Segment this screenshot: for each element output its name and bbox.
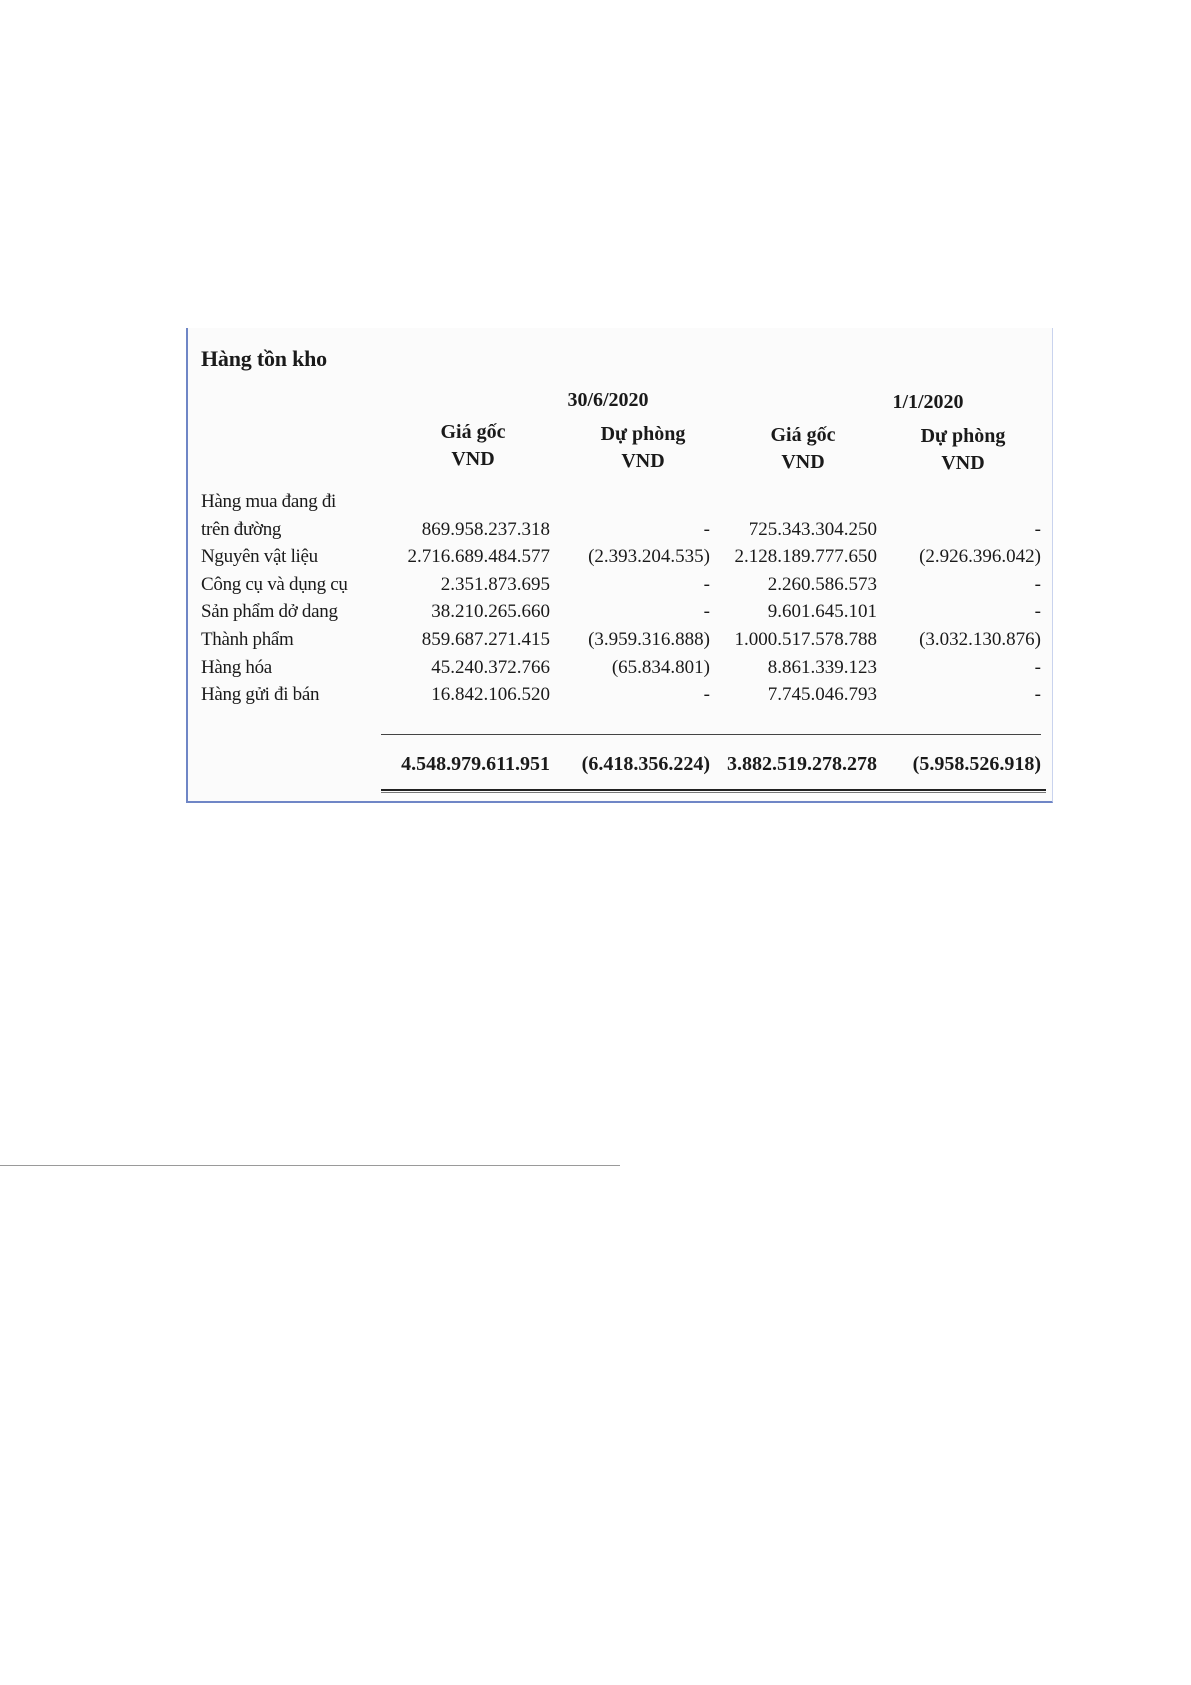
column-header-unit: VND [621,450,665,472]
table-row [188,682,1055,710]
total-cost-2020-06: 4.548.979.611.951 [401,753,550,775]
cell-cost-2020-06: 869.958.237.318 [421,518,550,540]
row-label: Hàng gửi đi bán [201,684,320,706]
column-header-provision-2 [868,423,1058,477]
cell-cost-2020-01: 1.000.517.578.788 [734,628,877,650]
row-label: trên đường [201,518,282,540]
cell-cost-2020-06: 2.351.873.695 [440,573,550,595]
table-row [188,489,1055,517]
cell-provision-2020-06: (2.393.204.535) [588,546,710,568]
table-row [188,517,1055,545]
page-separator-line [0,1165,620,1166]
cell-provision-2020-01: (3.032.130.876) [919,628,1041,650]
row-label: Hàng hóa [201,656,272,678]
column-header-label: Dự phòng [600,423,686,445]
table-row [188,627,1055,655]
row-label: Công cụ và dụng cụ [201,573,348,595]
cell-provision-2020-01: - [1034,684,1041,706]
cell-provision-2020-01: (2.926.396.042) [919,546,1041,568]
cell-provision-2020-06: - [703,601,710,623]
row-label: Thành phẩm [201,628,294,650]
cell-cost-2020-01: 9.601.645.101 [767,601,877,623]
column-header-cost-1 [378,419,568,473]
cell-cost-2020-01: 8.861.339.123 [767,656,877,678]
cell-provision-2020-01: - [1034,518,1041,540]
cell-cost-2020-01: 725.343.304.250 [748,518,877,540]
cell-cost-2020-06: 859.687.271.415 [421,628,550,650]
cell-provision-2020-06: - [703,684,710,706]
cell-cost-2020-01: 2.128.189.777.650 [734,546,877,568]
row-label: Hàng mua đang đi [201,491,337,512]
row-label: Nguyên vật liệu [201,546,318,568]
cell-cost-2020-01: 2.260.586.573 [767,573,877,595]
cell-cost-2020-06: 16.842.106.520 [431,684,550,706]
column-header-label: Dự phòng [920,425,1006,447]
period-header-2: 1/1/2020 [892,391,964,413]
subtotal-rule [381,734,1041,735]
total-double-rule [381,789,1046,793]
column-header-unit: VND [941,452,985,474]
column-header-label: Giá gốc [440,421,506,443]
total-provision-2020-01: (5.958.526.918) [912,753,1041,775]
table-row [188,572,1055,600]
totals-row [188,753,1055,783]
cell-provision-2020-06: (65.834.801) [611,656,710,678]
cell-cost-2020-06: 2.716.689.484.577 [407,546,550,568]
cell-provision-2020-06: - [703,518,710,540]
row-label: Sản phẩm dở dang [201,601,338,623]
cell-cost-2020-01: 7.745.046.793 [767,684,877,706]
cell-provision-2020-06: - [703,573,710,595]
table-row [188,599,1055,627]
cell-provision-2020-01: - [1034,601,1041,623]
cell-cost-2020-06: 45.240.372.766 [431,656,550,678]
table-row [188,544,1055,572]
inventory-table-figure [186,328,1053,803]
cell-provision-2020-06: (3.959.316.888) [588,628,710,650]
column-header-label: Giá gốc [770,424,836,446]
total-cost-2020-01: 3.882.519.278.278 [727,753,877,775]
cell-cost-2020-06: 38.210.265.660 [431,601,550,623]
table-title: Hàng tồn kho [201,346,327,371]
table-row [188,655,1055,683]
table-body [188,489,1055,710]
total-provision-2020-06: (6.418.356.224) [581,753,710,775]
column-header-unit: VND [781,451,825,473]
column-header-unit: VND [451,448,495,470]
cell-provision-2020-01: - [1034,656,1041,678]
cell-provision-2020-01: - [1034,573,1041,595]
period-header-1: 30/6/2020 [567,389,649,411]
